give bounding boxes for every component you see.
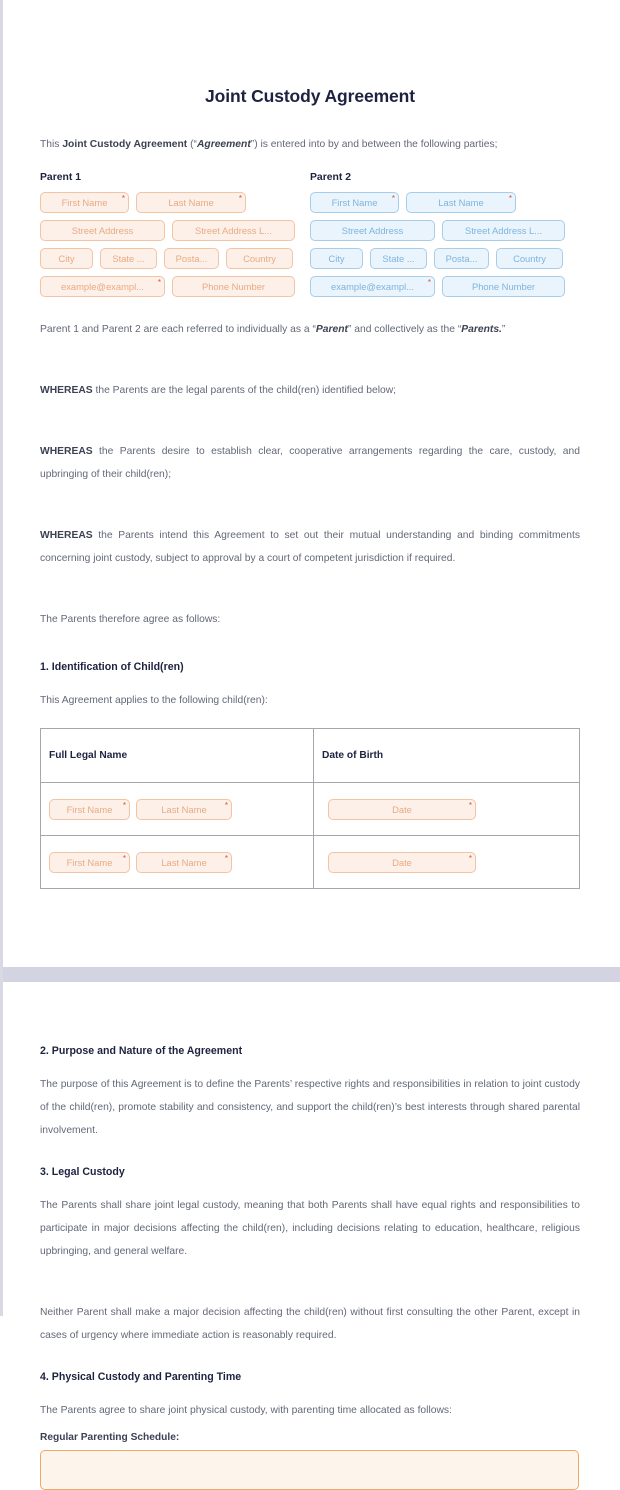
spacer (40, 586, 580, 608)
regular-parenting-schedule-label: Regular Parenting Schedule: (40, 1432, 180, 1443)
recital-2-text: the Parents desire to establish clear, cooperative arrangements regarding the care, custody, and upbringing of their child(ren); (40, 446, 580, 480)
top-spacer (40, 0, 580, 86)
street-address-field-parent-1[interactable] (40, 220, 165, 241)
intro-paren-close: ”) is entered into by and between the following parties; (250, 139, 498, 150)
required-star-icon: * (468, 800, 472, 810)
child-1-first-name-field[interactable] (49, 799, 130, 820)
country-field-parent-2[interactable] (496, 248, 563, 269)
intro-defined-term: Agreement (196, 139, 251, 150)
field-placeholder: Street Address (71, 225, 134, 236)
page-break-divider (0, 967, 620, 982)
required-star-icon: * (224, 853, 228, 863)
children-table (40, 728, 580, 889)
field-placeholder: Phone Number (201, 281, 266, 292)
locality-row-parent-2 (310, 248, 580, 269)
field-placeholder: First Name (331, 197, 378, 208)
locality-row-parent-1 (40, 248, 310, 269)
field-placeholder: Posta... (445, 253, 478, 264)
whereas-label: WHEREAS (40, 446, 93, 457)
intro-paragraph (40, 133, 580, 156)
state-field-parent-1[interactable] (100, 248, 157, 269)
intro-paren-open: (“ (187, 139, 197, 150)
street-address-field-parent-2[interactable] (310, 220, 435, 241)
field-placeholder: example@exampl... (331, 281, 414, 292)
table-header-cell-full-legal-name (41, 729, 314, 783)
street-row-parent-2 (310, 220, 580, 241)
field-placeholder: Date (392, 803, 412, 815)
party-label-parent-2: Parent 2 (310, 172, 352, 183)
field-placeholder: Country (243, 253, 276, 264)
spacer (40, 1279, 580, 1301)
section-3-body-1: The Parents shall share joint legal custody, meaning that both Parents shall have equal rights and responsibilities to participate in major decisions affecting the child(ren), including decisions relating to education, healthcare, religious upbringing, and general welfare. (40, 1200, 580, 1257)
required-star-icon: * (157, 278, 161, 287)
field-placeholder: Date (392, 856, 412, 868)
phone-field-parent-2[interactable] (442, 276, 565, 297)
child-name-fields (41, 836, 313, 888)
section-3-body-2: Neither Parent shall make a major decision affecting the child(ren) without first consulting the other Parent, except in cases of urgency where immediate action is reasonably required. (40, 1307, 580, 1341)
table-header-row (41, 729, 580, 783)
required-star-icon: * (122, 853, 126, 863)
field-placeholder: City (58, 253, 75, 264)
child-dob-field-wrap (314, 836, 579, 888)
field-placeholder: Street Address L... (194, 225, 273, 236)
required-star-icon: * (468, 853, 472, 863)
table-header-cell-date-of-birth (314, 729, 580, 783)
spacer (40, 1363, 580, 1371)
email-field-parent-1[interactable] (40, 276, 165, 297)
child-dob-field-wrap (314, 783, 579, 835)
field-placeholder: Last Name (168, 197, 214, 208)
recital-2 (40, 440, 580, 486)
section-1-heading: 1. Identification of Child(ren) (40, 661, 184, 673)
recital-3 (40, 524, 580, 570)
field-placeholder: City (328, 253, 345, 264)
section-2-body: The purpose of this Agreement is to define the Parents’ respective rights and responsibilities in relation to joint custody of the child(ren), promote stability and consistency, and support the child(ren)’s best interests through shared parental involvement. (40, 1079, 580, 1136)
field-placeholder: Country (513, 253, 546, 264)
section-4-heading: 4. Physical Custody and Parenting Time (40, 1371, 242, 1383)
required-star-icon: * (391, 194, 395, 203)
city-field-parent-2[interactable] (310, 248, 363, 269)
state-field-parent-2[interactable] (370, 248, 427, 269)
definition-part-2: ” and collectively as the “ (347, 324, 462, 335)
table-cell-child-dob-2 (314, 836, 580, 889)
field-placeholder: Last Name (161, 856, 207, 868)
street-address-2-field-parent-1[interactable] (172, 220, 295, 241)
child-2-date-of-birth-field[interactable] (328, 852, 476, 873)
table-row (41, 836, 580, 889)
child-2-first-name-field[interactable] (49, 852, 130, 873)
required-star-icon: * (121, 194, 125, 203)
child-2-last-name-field[interactable] (136, 852, 232, 873)
page-top-spacer-2 (40, 982, 580, 1045)
whereas-label: WHEREAS (40, 385, 93, 396)
first-name-field-parent-1[interactable] (40, 192, 129, 213)
party-column-parent-1 (40, 172, 310, 304)
table-row (41, 783, 580, 836)
definition-term-parents: Parents. (461, 324, 502, 335)
table-header-label: Full Legal Name (49, 750, 128, 761)
last-name-field-parent-2[interactable] (406, 192, 516, 213)
spacer (40, 357, 580, 379)
field-placeholder: Phone Number (471, 281, 536, 292)
field-placeholder: First Name (66, 856, 113, 868)
intro-prefix: This (40, 139, 63, 150)
recital-3-text: the Parents intend this Agreement to set out their mutual understanding and binding commitments concerning joint custody, subject to approval by a court of competent jurisdiction if required. (40, 530, 580, 564)
page-edge-strip (0, 0, 3, 1316)
first-name-field-parent-2[interactable] (310, 192, 399, 213)
spacer (40, 304, 580, 318)
name-row-parent-1 (40, 192, 310, 213)
page-title: Joint Custody Agreement (205, 86, 415, 106)
city-field-parent-1[interactable] (40, 248, 93, 269)
definition-part-1: Parent 1 and Parent 2 are each referred to individually as a “ (40, 324, 316, 335)
field-placeholder: Last Name (438, 197, 484, 208)
definition-part-3: ” (501, 324, 506, 335)
child-1-date-of-birth-field[interactable] (328, 799, 476, 820)
definition-paragraph (40, 318, 580, 341)
field-placeholder: First Name (61, 197, 108, 208)
last-name-field-parent-1[interactable] (136, 192, 246, 213)
spacer (40, 1158, 580, 1166)
child-name-fields (41, 783, 313, 835)
field-placeholder: Posta... (175, 253, 208, 264)
postal-code-field-parent-1[interactable] (164, 248, 219, 269)
table-cell-child-name-2 (41, 836, 314, 889)
intro-agreement-title: Joint Custody Agreement (62, 139, 188, 150)
required-star-icon: * (508, 194, 512, 203)
required-star-icon: * (238, 194, 242, 203)
field-placeholder: Street Address L... (464, 225, 543, 236)
section-2-heading: 2. Purpose and Nature of the Agreement (40, 1045, 243, 1057)
spacer (40, 418, 580, 440)
spacer (40, 502, 580, 524)
section-1-lead: This Agreement applies to the following child(ren): (40, 695, 268, 706)
street-address-2-field-parent-2[interactable] (442, 220, 565, 241)
page-bottom-spacer (40, 889, 580, 967)
field-placeholder: Street Address (341, 225, 404, 236)
whereas-label: WHEREAS (40, 530, 93, 541)
regular-parenting-schedule-textarea[interactable] (40, 1450, 579, 1490)
field-placeholder: First Name (66, 803, 113, 815)
parties-block (40, 172, 580, 304)
section-3-heading: 3. Legal Custody (40, 1166, 125, 1178)
postal-code-field-parent-2[interactable] (434, 248, 489, 269)
field-placeholder: State ... (112, 253, 145, 264)
party-column-parent-2 (310, 172, 580, 304)
recital-1 (40, 379, 580, 402)
spacer (40, 647, 580, 661)
street-row-parent-1 (40, 220, 310, 241)
table-cell-child-dob-1 (314, 783, 580, 836)
name-row-parent-2 (310, 192, 580, 213)
phone-field-parent-1[interactable] (172, 276, 295, 297)
section-4-body-1: The Parents agree to share joint physical custody, with parenting time allocated as follows: (40, 1405, 452, 1416)
required-star-icon: * (224, 800, 228, 810)
required-star-icon: * (122, 800, 126, 810)
contact-row-parent-1 (40, 276, 310, 297)
country-field-parent-1[interactable] (226, 248, 293, 269)
table-header-label: Date of Birth (322, 750, 384, 761)
table-cell-child-name-1 (41, 783, 314, 836)
required-star-icon: * (427, 278, 431, 287)
field-placeholder: Last Name (161, 803, 207, 815)
field-placeholder: State ... (382, 253, 415, 264)
party-label-parent-1: Parent 1 (40, 172, 82, 183)
recital-1-text: the Parents are the legal parents of the child(ren) identified below; (92, 385, 397, 396)
email-field-parent-2[interactable] (310, 276, 435, 297)
child-1-last-name-field[interactable] (136, 799, 232, 820)
contact-row-parent-2 (310, 276, 580, 297)
definition-term-parent: Parent (315, 324, 348, 335)
agree-line: The Parents therefore agree as follows: (40, 614, 221, 625)
field-placeholder: example@exampl... (61, 281, 144, 292)
